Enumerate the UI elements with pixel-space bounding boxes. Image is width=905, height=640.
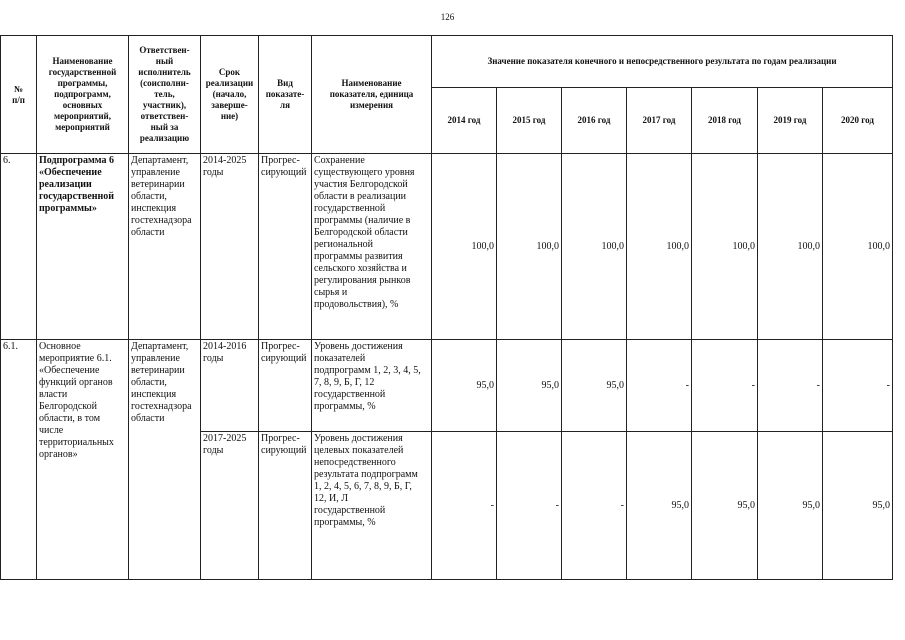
row-type: Прогрес- сирующий <box>259 432 312 580</box>
header-year: 2014 год <box>432 88 497 154</box>
row-value: 100,0 <box>758 154 823 340</box>
header-years-group: Значение показателя конечного и непосредственного результата по годам реализации <box>432 36 893 88</box>
header-num: № п/п <box>1 36 37 154</box>
header-type: Вид показате- ля <box>259 36 312 154</box>
header-term: Срок реализации (начало, заверше- ние) <box>201 36 259 154</box>
header-year: 2016 год <box>562 88 627 154</box>
row-value: - <box>627 340 692 432</box>
row-value: - <box>692 340 758 432</box>
row-value: 100,0 <box>497 154 562 340</box>
row-value: - <box>823 340 893 432</box>
row-term: 2014-2016 годы <box>201 340 259 432</box>
row-value: 95,0 <box>823 432 893 580</box>
row-responsible: Департамент, управление ветеринарии области, инспекция гостехнадзора области <box>129 154 201 340</box>
row-term: 2014-2025 годы <box>201 154 259 340</box>
header-year: 2015 год <box>497 88 562 154</box>
header-year: 2018 год <box>692 88 758 154</box>
row-responsible: Департамент, управление ветеринарии области, инспекция гостехнадзора области <box>129 340 201 580</box>
header-year: 2020 год <box>823 88 893 154</box>
row-value: 95,0 <box>432 340 497 432</box>
indicators-table <box>0 35 893 580</box>
table-row <box>1 340 893 432</box>
header-indicator: Наименование показателя, единица измерения <box>312 36 432 154</box>
row-value: - <box>758 340 823 432</box>
row-value: - <box>497 432 562 580</box>
row-value: 100,0 <box>562 154 627 340</box>
row-name: Основное мероприятие 6.1. «Обеспечение функций органов власти Белгородской области, в том числе территориальных органов» <box>37 340 129 580</box>
header-year: 2017 год <box>627 88 692 154</box>
row-value: 100,0 <box>692 154 758 340</box>
row-value: 100,0 <box>823 154 893 340</box>
row-term: 2017-2025 годы <box>201 432 259 580</box>
row-value: - <box>432 432 497 580</box>
page-number: 126 <box>440 12 455 22</box>
table-row <box>1 154 893 340</box>
row-value: 95,0 <box>562 340 627 432</box>
header-year: 2019 год <box>758 88 823 154</box>
row-value: 100,0 <box>627 154 692 340</box>
row-value: 100,0 <box>432 154 497 340</box>
row-value: 95,0 <box>497 340 562 432</box>
row-value: - <box>562 432 627 580</box>
row-value: 95,0 <box>758 432 823 580</box>
header-responsible: Ответствен- ный исполнитель (соисполни- тель, участник), ответствен- ный за реализацию <box>129 36 201 154</box>
row-type: Прогрес- сирующий <box>259 154 312 340</box>
row-indicator: Уровень достижения целевых показателей непосредственного результата подпрограмм 1, 2, 4, 5, 6, 7, 8, 9, Б, Г, 12, И, Л государственной программы, % <box>312 432 432 580</box>
row-name: Подпрограмма 6 «Обеспечение реализации государственной программы» <box>37 154 129 340</box>
row-num: 6.1. <box>1 340 37 580</box>
header-name: Наименование государственной программы, подпрограмм, основных мероприятий, мероприятий <box>37 36 129 154</box>
row-indicator: Сохранение существующего уровня участия Белгородской области в реализации государственной программы (наличие в Белгородской области региональной программы развития сельского хозяйства и регулирования рынков сырья и продовольствия), % <box>312 154 432 340</box>
row-num: 6. <box>1 154 37 340</box>
row-indicator: Уровень достижения показателей подпрограмм 1, 2, 3, 4, 5, 7, 8, 9, Б, Г, 12 государственной программы, % <box>312 340 432 432</box>
row-type: Прогрес- сирующий <box>259 340 312 432</box>
row-value: 95,0 <box>692 432 758 580</box>
row-value: 95,0 <box>627 432 692 580</box>
